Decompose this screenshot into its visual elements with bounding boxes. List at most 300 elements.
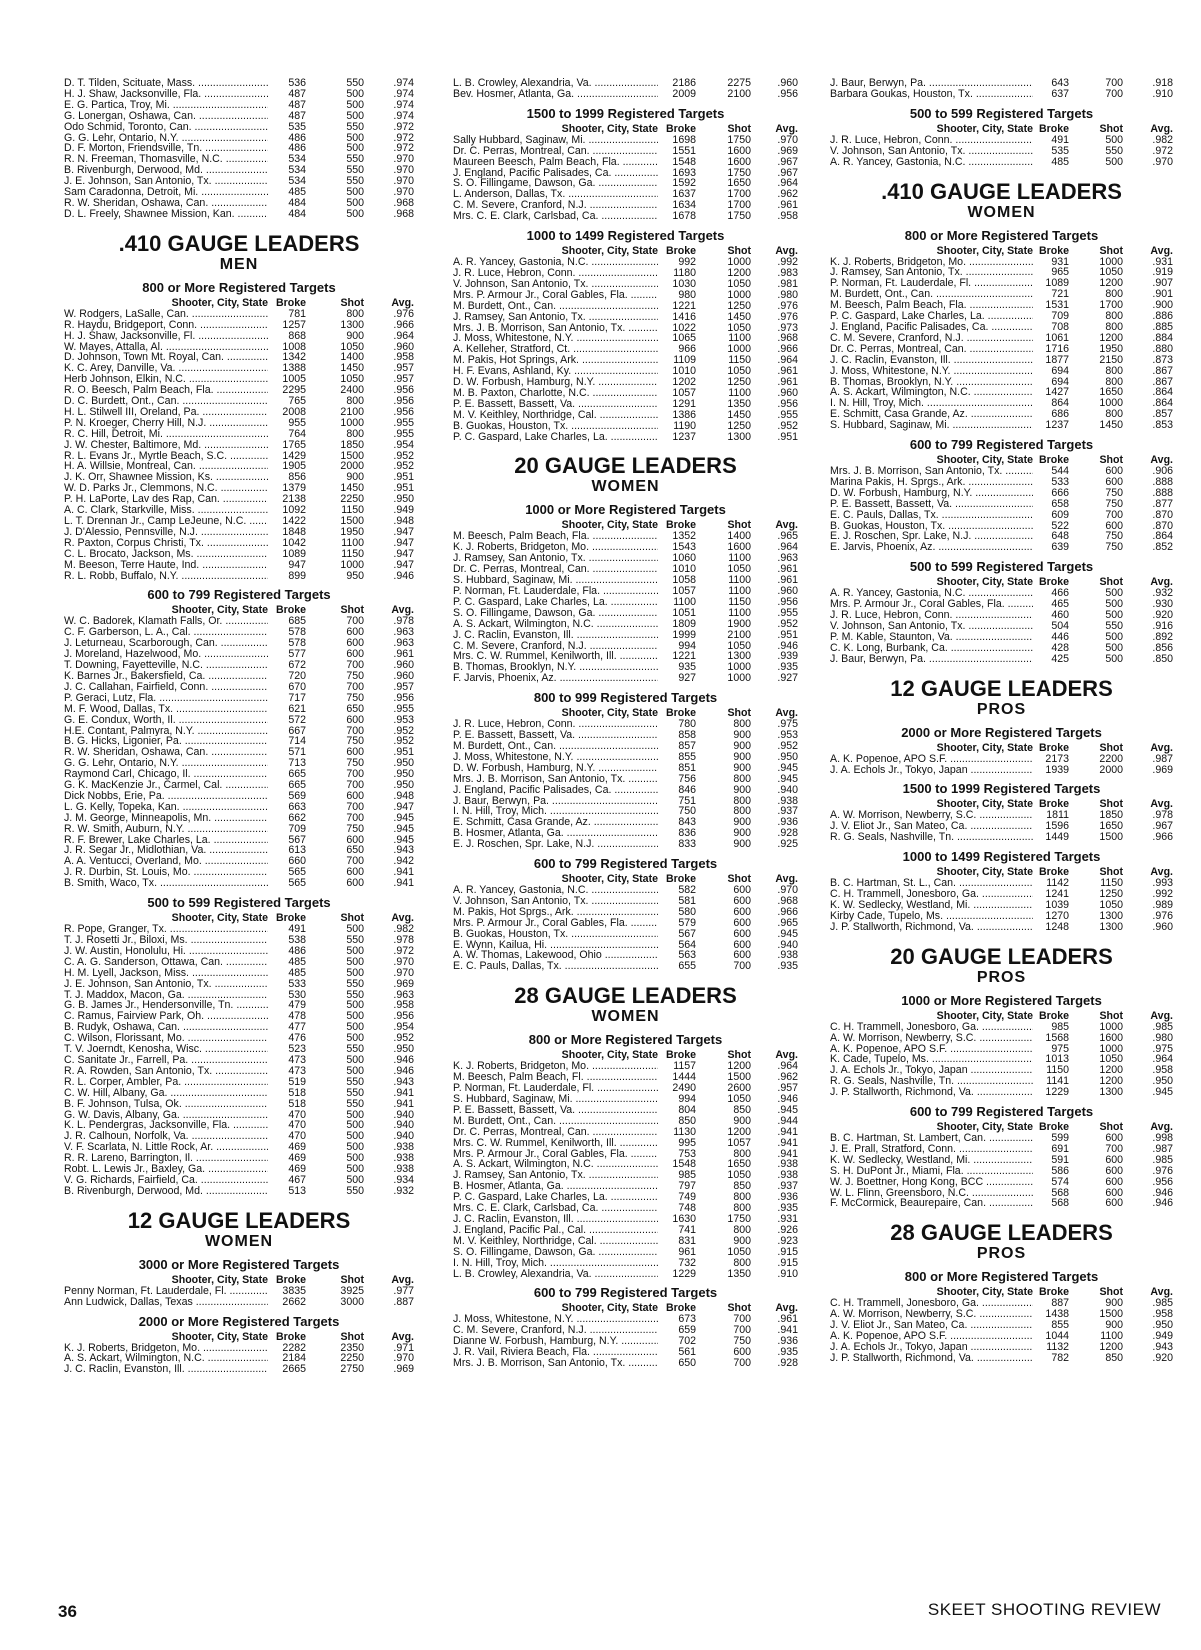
broke-value: 581 <box>678 894 696 907</box>
results-section <box>64 78 414 220</box>
results-section <box>830 78 1173 100</box>
shot-value: 1050 <box>727 563 751 576</box>
shooter-name: Dr. C. Perras, Montreal, Can. ..... <box>453 146 658 157</box>
avg-value: .941 <box>393 877 414 890</box>
header-avg: Avg. <box>391 1330 414 1343</box>
broke-value: 565 <box>288 866 306 879</box>
broke-value: 965 <box>1051 266 1069 279</box>
avg-value: .932 <box>393 1184 414 1197</box>
broke-value: 2008 <box>282 405 306 418</box>
shooter-name: E. Schmitt, Casa Grande, Az. ..... <box>453 817 658 828</box>
avg-value: .969 <box>393 977 414 990</box>
shooter-name: I. N. Hill, Troy, Mich. ..... <box>453 806 658 817</box>
shooter-name: Dr. C. Perras, Montreal, Can. ..... <box>453 564 658 575</box>
shot-value: 700 <box>1105 508 1123 521</box>
table-row <box>830 1198 1173 1209</box>
shooter-name: M. Burdett, Ont., Can. ..... <box>830 289 1033 300</box>
avg-value: .941 <box>393 866 414 879</box>
shot-value: 500 <box>346 87 364 100</box>
shooter-name: J. A. Echols Jr., Tokyo, Japan ..... <box>830 1342 1033 1353</box>
header-broke: Broke <box>665 1302 696 1315</box>
shot-value: 800 <box>1105 320 1123 333</box>
shooter-name: H. F. Evans, Ashland, Ky. ..... <box>453 366 658 377</box>
avg-value: .957 <box>777 1082 798 1095</box>
broke-value: 1241 <box>1045 888 1069 901</box>
broke-value: 518 <box>288 1086 306 1099</box>
shot-value: 2275 <box>727 77 751 89</box>
shooter-name: L. B. Crowley, Alexandria, Va. ..... <box>453 1269 658 1280</box>
shooter-name: K. L. Pendergras, Jacksonville, Fla. ..... <box>64 1120 268 1131</box>
shooter-name: K. C. Arey, Danville, Va. ..... <box>64 363 268 374</box>
avg-value: .978 <box>393 615 414 628</box>
broke-value: 899 <box>288 569 306 582</box>
avg-value: .947 <box>393 536 414 549</box>
shot-value: 900 <box>1105 1319 1123 1332</box>
shot-value: 700 <box>346 615 364 628</box>
avg-value: .945 <box>393 833 414 846</box>
avg-value: .946 <box>393 569 414 582</box>
broke-value: 1422 <box>282 515 306 527</box>
table-row <box>64 1364 414 1375</box>
broke-value: 717 <box>288 691 306 704</box>
shooter-name: V. Johnson, San Antonio, Tx. ..... <box>830 146 1033 157</box>
shot-value: 750 <box>346 822 364 835</box>
avg-value: .951 <box>777 628 798 641</box>
shot-value: 1400 <box>340 351 364 364</box>
broke-value: 1132 <box>1046 1341 1069 1353</box>
target-range-heading: 600 to 799 Registered Targets <box>909 1104 1094 1120</box>
broke-value: 804 <box>678 1103 696 1116</box>
shot-value: 900 <box>733 761 751 774</box>
shooter-name: K. W. Sedlecky, Westland, Mi. ..... <box>830 1155 1033 1166</box>
shot-value: 1250 <box>727 376 751 389</box>
shot-value: 900 <box>733 816 751 829</box>
shot-value: 1500 <box>727 1071 751 1084</box>
shot-value: 2600 <box>727 1082 751 1095</box>
shooter-name: J. Ramsey, San Antonio, Tx. ..... <box>453 553 658 564</box>
shooter-name: E. Jarvis, Phoenix, Az. ..... <box>830 542 1033 553</box>
shooter-name: W. D. Parks Jr., Clemmons, N.C. ..... <box>64 483 268 494</box>
broke-value: 1092 <box>282 504 306 517</box>
broke-value: 709 <box>1051 310 1069 323</box>
broke-value: 1141 <box>1046 1075 1069 1088</box>
avg-value: .954 <box>393 438 414 451</box>
shot-value: 700 <box>346 800 364 813</box>
broke-value: 460 <box>1051 609 1069 622</box>
avg-value: .951 <box>393 471 414 484</box>
shot-value: 550 <box>346 120 364 133</box>
avg-value: .867 <box>1152 364 1173 377</box>
header-shot: Shot <box>727 1049 751 1062</box>
table-row <box>830 1033 1173 1044</box>
shot-value: 550 <box>346 175 364 188</box>
shooter-name: R. W. Sheridan, Oshawa, Can. ..... <box>64 747 268 758</box>
avg-value: .877 <box>1152 497 1173 510</box>
shooter-name: D. L. Freely, Shawnee Mission, Kan. ..... <box>64 209 268 220</box>
shot-value: 900 <box>733 739 751 752</box>
header-broke: Broke <box>275 604 306 617</box>
table-row <box>453 673 798 684</box>
shooter-name: J. Moss, Whitestone, N.Y. ..... <box>453 1314 658 1325</box>
table-row <box>453 1258 798 1269</box>
avg-value: .992 <box>777 256 798 269</box>
shot-value: 800 <box>733 1256 751 1269</box>
shooter-name: A. W. Morrison, Newberry, S.C. ..... <box>830 1033 1033 1044</box>
broke-value: 686 <box>1051 408 1069 421</box>
avg-value: .935 <box>777 960 798 973</box>
avg-value: .973 <box>777 321 798 334</box>
shot-value: 900 <box>733 783 751 796</box>
header-shot: Shot <box>1099 1286 1123 1299</box>
shooter-name: P. C. Gaspard, Lake Charles, La. ..... <box>453 432 658 443</box>
shooter-name: W. C. Badorek, Klamath Falls, Or. ..... <box>64 616 268 627</box>
avg-value: .970 <box>777 133 798 146</box>
avg-value: .964 <box>777 354 798 367</box>
shot-value: 900 <box>733 838 751 851</box>
avg-value: .947 <box>393 525 414 538</box>
shooter-name: D. W. Forbush, Hamburg, N.Y. ..... <box>453 763 658 774</box>
avg-value: .887 <box>393 1295 414 1308</box>
broke-value: 538 <box>288 934 306 946</box>
table-row <box>453 1269 798 1280</box>
broke-value: 1089 <box>282 547 306 560</box>
gauge-leaders-heading: 28 GAUGE LEADERS <box>514 983 737 1009</box>
magazine-title: SKEET SHOOTING REVIEW <box>927 1600 1161 1619</box>
shot-value: 500 <box>346 1163 364 1176</box>
shooter-name: K. J. Roberts, Bridgeton, Mo. ..... <box>64 1343 268 1354</box>
table-row <box>453 157 798 168</box>
shooter-name: C. Ramus, Fairview Park, Oh. ..... <box>64 1011 268 1022</box>
broke-value: 486 <box>288 142 306 155</box>
shot-value: 1150 <box>341 547 364 560</box>
avg-value: .867 <box>1152 375 1173 388</box>
results-section <box>830 1104 1173 1209</box>
shot-value: 500 <box>346 1010 364 1023</box>
shot-value: 550 <box>346 1086 364 1099</box>
avg-value: .946 <box>1152 1186 1173 1199</box>
shooter-name: E. C. Pauls, Dallas, Tx. ..... <box>453 961 658 972</box>
avg-value: .930 <box>1152 598 1173 611</box>
shot-value: 500 <box>346 999 364 1012</box>
broke-value: 1716 <box>1045 342 1069 355</box>
shooter-name: J. P. Stallworth, Richmond, Va. ..... <box>830 1353 1033 1364</box>
avg-value: .945 <box>1152 1086 1173 1099</box>
broke-value: 579 <box>678 916 696 929</box>
shot-value: 1100 <box>728 386 751 399</box>
avg-value: .926 <box>777 1223 798 1236</box>
shooter-name: J. D'Alessio, Pennsville, N.J. ..... <box>64 527 268 538</box>
header-shooter: Shooter, City, State <box>561 519 658 532</box>
broke-value: 639 <box>1051 541 1069 554</box>
shot-value: 550 <box>346 988 364 1001</box>
header-broke: Broke <box>1038 454 1069 467</box>
broke-value: 1551 <box>672 144 696 157</box>
shot-value: 1000 <box>727 672 751 685</box>
target-range-heading: 1500 to 1999 Registered Targets <box>902 781 1101 797</box>
broke-value: 544 <box>1051 465 1069 478</box>
avg-value: .958 <box>393 351 414 364</box>
shooter-name: R. L. Corper, Ambler, Pa. ..... <box>64 1077 268 1088</box>
shot-value: 850 <box>733 1180 751 1193</box>
header-shooter: Shooter, City, State <box>936 1121 1033 1134</box>
broke-value: 487 <box>288 87 306 100</box>
results-section <box>830 849 1173 933</box>
broke-value: 609 <box>1051 508 1069 521</box>
broke-value: 667 <box>288 724 306 737</box>
shot-value: 600 <box>346 746 364 759</box>
avg-value: .956 <box>393 1010 414 1023</box>
broke-value: 2665 <box>282 1363 306 1376</box>
broke-value: 484 <box>288 196 306 209</box>
avg-value: .923 <box>777 1234 798 1247</box>
avg-value: .976 <box>1152 1164 1173 1177</box>
shooter-name: J. England, Pacific Palisades, Ca. ..... <box>830 322 1033 333</box>
avg-value: .977 <box>393 1284 414 1297</box>
avg-value: .952 <box>393 449 414 462</box>
shooter-name: R. Paxton, Corpus Christi, Tx. ..... <box>64 538 268 549</box>
broke-value: 523 <box>288 1043 306 1056</box>
shot-value: 1950 <box>340 525 364 538</box>
broke-value: 1388 <box>282 362 306 375</box>
header-shot: Shot <box>340 604 364 617</box>
header-avg: Avg. <box>775 707 798 720</box>
table-row <box>453 630 798 641</box>
shot-value: 500 <box>346 1032 364 1045</box>
broke-value: 513 <box>288 1184 306 1197</box>
broke-value: 782 <box>1051 1351 1069 1364</box>
broke-value: 1848 <box>282 525 306 538</box>
avg-value: .907 <box>1152 277 1173 290</box>
avg-value: .955 <box>393 702 414 715</box>
broke-value: 666 <box>1051 486 1069 499</box>
header-avg: Avg. <box>1150 1121 1173 1134</box>
header-shooter: Shooter, City, State <box>936 866 1033 879</box>
shooter-name: L. Anderson, Dallas, Tx. ..... <box>453 189 658 200</box>
shooter-name: P. E. Bassett, Bassett, Va. ..... <box>453 1105 658 1116</box>
avg-value: .945 <box>777 761 798 774</box>
shooter-name: T. J. Maddox, Macon, Ga. ..... <box>64 990 268 1001</box>
broke-value: 1180 <box>673 266 696 279</box>
broke-value: 530 <box>288 988 306 1001</box>
shot-value: 600 <box>733 916 751 929</box>
broke-value: 613 <box>288 844 306 857</box>
shooter-name: T. J. Rosetti Jr., Biloxi, Ms. ..... <box>64 935 268 946</box>
shot-value: 1100 <box>1100 1330 1123 1343</box>
avg-value: .978 <box>1152 809 1173 822</box>
avg-value: .928 <box>777 827 798 840</box>
shooter-name: B. C. Hartman, St. Lambert, Can. ..... <box>830 1133 1033 1144</box>
shooter-name: E. G. Partica, Troy, Mi. ..... <box>64 100 268 111</box>
shooter-name: Mrs. C. E. Clark, Carlsbad, Ca. ..... <box>453 211 658 222</box>
target-range-heading: 800 or More Registered Targets <box>904 227 1099 243</box>
avg-value: .966 <box>393 318 414 331</box>
avg-value: .864 <box>1152 397 1173 410</box>
shot-value: 1350 <box>727 1267 751 1280</box>
avg-value: .960 <box>777 386 798 399</box>
shooter-name: T. Downing, Fayetteville, N.C. ..... <box>64 660 268 671</box>
shot-value: 1500 <box>340 449 364 462</box>
avg-value: .938 <box>393 1163 414 1176</box>
results-section <box>830 781 1173 843</box>
broke-value: 1939 <box>1045 763 1069 776</box>
broke-value: 578 <box>288 626 306 639</box>
results-section <box>830 945 1173 1098</box>
header-avg: Avg. <box>1150 741 1173 754</box>
shooter-name: A. K. Popenoe, APO S.F. ..... <box>830 1044 1033 1055</box>
broke-value: 491 <box>1051 133 1069 146</box>
avg-value: .962 <box>777 1071 798 1084</box>
shot-value: 500 <box>1105 609 1123 622</box>
shooter-name: Dr. C. Perras, Montreal, Can. ..... <box>830 344 1033 355</box>
avg-value: .888 <box>1152 486 1173 499</box>
broke-value: 1270 <box>1045 909 1069 922</box>
avg-value: .951 <box>393 482 414 495</box>
broke-value: 1693 <box>672 166 696 179</box>
shooter-name: P. M. Kable, Staunton, Va. ..... <box>830 632 1033 643</box>
shot-value: 600 <box>1105 1186 1123 1199</box>
table-row <box>830 1022 1173 1033</box>
avg-value: .983 <box>777 266 798 279</box>
shot-value: 1750 <box>727 210 751 223</box>
broke-value: 670 <box>288 680 306 693</box>
broke-value: 1438 <box>1045 1308 1069 1321</box>
shooter-name: J. R. Luce, Hebron, Conn. ..... <box>453 268 658 279</box>
avg-value: .956 <box>393 405 414 418</box>
shot-value: 900 <box>733 750 751 763</box>
table-row <box>453 961 798 972</box>
header-broke: Broke <box>1038 1009 1069 1022</box>
shot-value: 1050 <box>340 340 364 353</box>
shooter-name: B. Rivenburgh, Derwood, Md. ..... <box>64 165 268 176</box>
avg-value: .961 <box>777 574 798 587</box>
shooter-name: J. Ramsey, San Antonio, Tx. ..... <box>453 312 658 323</box>
shot-value: 500 <box>346 1141 364 1154</box>
results-section <box>64 587 414 889</box>
shooter-name: M. Burdett, Ont., Can. ..... <box>453 741 658 752</box>
broke-value: 709 <box>288 822 306 835</box>
header-shot: Shot <box>727 122 751 135</box>
broke-value: 1039 <box>1045 898 1069 911</box>
shot-value: 1100 <box>728 585 751 597</box>
shot-value: 1057 <box>727 1136 751 1149</box>
shot-value: 1450 <box>727 408 751 421</box>
broke-value: 1379 <box>282 482 306 495</box>
shot-value: 500 <box>346 98 364 111</box>
shot-value: 1000 <box>1099 1042 1123 1055</box>
table-row <box>64 111 414 122</box>
shooter-name: G. Lonergan, Oshawa, Can. ..... <box>64 111 268 122</box>
header-broke: Broke <box>665 1049 696 1062</box>
avg-value: .955 <box>777 606 798 619</box>
broke-value: 478 <box>288 1010 306 1023</box>
avg-value: .938 <box>393 1152 414 1165</box>
shot-value: 600 <box>1105 1153 1123 1166</box>
shooter-name: S. Hubbard, Saginaw, Mi. ..... <box>453 1094 658 1105</box>
avg-value: .948 <box>393 515 414 527</box>
table-row <box>830 146 1173 157</box>
shot-value: 1250 <box>1099 888 1123 901</box>
shooter-name: K. J. Roberts, Bridgeton, Mo. ..... <box>453 1061 658 1072</box>
broke-value: 935 <box>678 661 696 674</box>
avg-value: .951 <box>393 746 414 759</box>
column-headers <box>830 246 1173 257</box>
broke-value: 564 <box>678 938 696 951</box>
broke-value: 833 <box>678 838 696 851</box>
avg-value: .953 <box>777 729 798 742</box>
header-broke: Broke <box>275 1273 306 1286</box>
avg-value: .978 <box>393 934 414 946</box>
broke-value: 1877 <box>1045 353 1069 366</box>
broke-value: 1765 <box>282 438 306 451</box>
broke-value: 831 <box>678 1234 696 1247</box>
avg-value: .966 <box>777 905 798 918</box>
shot-value: 1200 <box>1099 277 1123 290</box>
broke-value: 780 <box>678 718 696 731</box>
broke-value: 1637 <box>672 188 696 201</box>
table-row <box>64 1186 414 1197</box>
shot-value: 800 <box>733 772 751 785</box>
shooter-name: P. E. Bassett, Bassett, Va. ..... <box>830 499 1033 510</box>
shooter-name: D. F. Morton, Friendsville, Tn. ..... <box>64 143 268 154</box>
avg-value: .968 <box>777 332 798 345</box>
broke-value: 1548 <box>672 1158 696 1171</box>
gauge-leaders-heading: 20 GAUGE LEADERS <box>890 943 1113 969</box>
avg-value: .950 <box>1152 1075 1173 1088</box>
shooter-name: W. Mayes, Attalla, Al. ..... <box>64 342 268 353</box>
shooter-name: J. Ramsey, San Antonio, Tx. ..... <box>830 267 1033 278</box>
avg-value: .958 <box>1152 1308 1173 1321</box>
shot-value: 700 <box>346 855 364 868</box>
shot-value: 1400 <box>727 530 751 543</box>
broke-value: 673 <box>678 1313 696 1326</box>
shot-value: 600 <box>1105 1197 1123 1210</box>
header-shooter: Shooter, City, State <box>936 576 1033 589</box>
shot-value: 500 <box>346 1021 364 1034</box>
shooter-name: A. R. Yancey, Gastonia, N.C. ..... <box>453 885 658 896</box>
shot-value: 800 <box>733 1147 751 1160</box>
shot-value: 1150 <box>1100 877 1123 890</box>
broke-value: 469 <box>288 1163 306 1176</box>
avg-value: .964 <box>1152 1053 1173 1066</box>
broke-value: 3835 <box>282 1284 306 1297</box>
header-shooter: Shooter, City, State <box>561 245 658 258</box>
shot-value: 600 <box>733 938 751 951</box>
gauge-leaders-heading: 20 GAUGE LEADERS <box>514 453 737 479</box>
avg-value: .941 <box>777 1125 798 1138</box>
avg-value: .935 <box>777 1346 798 1359</box>
avg-value: .937 <box>777 1180 798 1193</box>
results-section <box>830 1221 1173 1363</box>
broke-value: 658 <box>1051 497 1069 510</box>
broke-value: 855 <box>1051 1319 1069 1332</box>
avg-value: .940 <box>393 1130 414 1143</box>
table-row <box>453 1127 798 1138</box>
broke-value: 655 <box>678 960 696 973</box>
broke-value: 1022 <box>672 321 696 334</box>
avg-value: .976 <box>777 299 798 312</box>
shooter-name: K. W. Sedlecky, Westland, Mi. ..... <box>830 900 1033 911</box>
header-avg: Avg. <box>1150 1009 1173 1022</box>
table-row <box>453 839 798 850</box>
shot-value: 800 <box>346 307 364 320</box>
target-range-heading: 2000 or More Registered Targets <box>901 724 1102 740</box>
avg-value: .970 <box>393 153 414 166</box>
shooter-name: B. Guokas, Houston, Tx. ..... <box>453 421 658 432</box>
target-range-heading: 1000 to 1499 Registered Targets <box>526 228 725 244</box>
shooter-name: C. W. Hill, Albany, Ga. ..... <box>64 1088 268 1099</box>
shooter-name: J. P. Stallworth, Richmond, Va. ..... <box>830 922 1033 933</box>
shot-value: 1200 <box>1099 1064 1123 1077</box>
